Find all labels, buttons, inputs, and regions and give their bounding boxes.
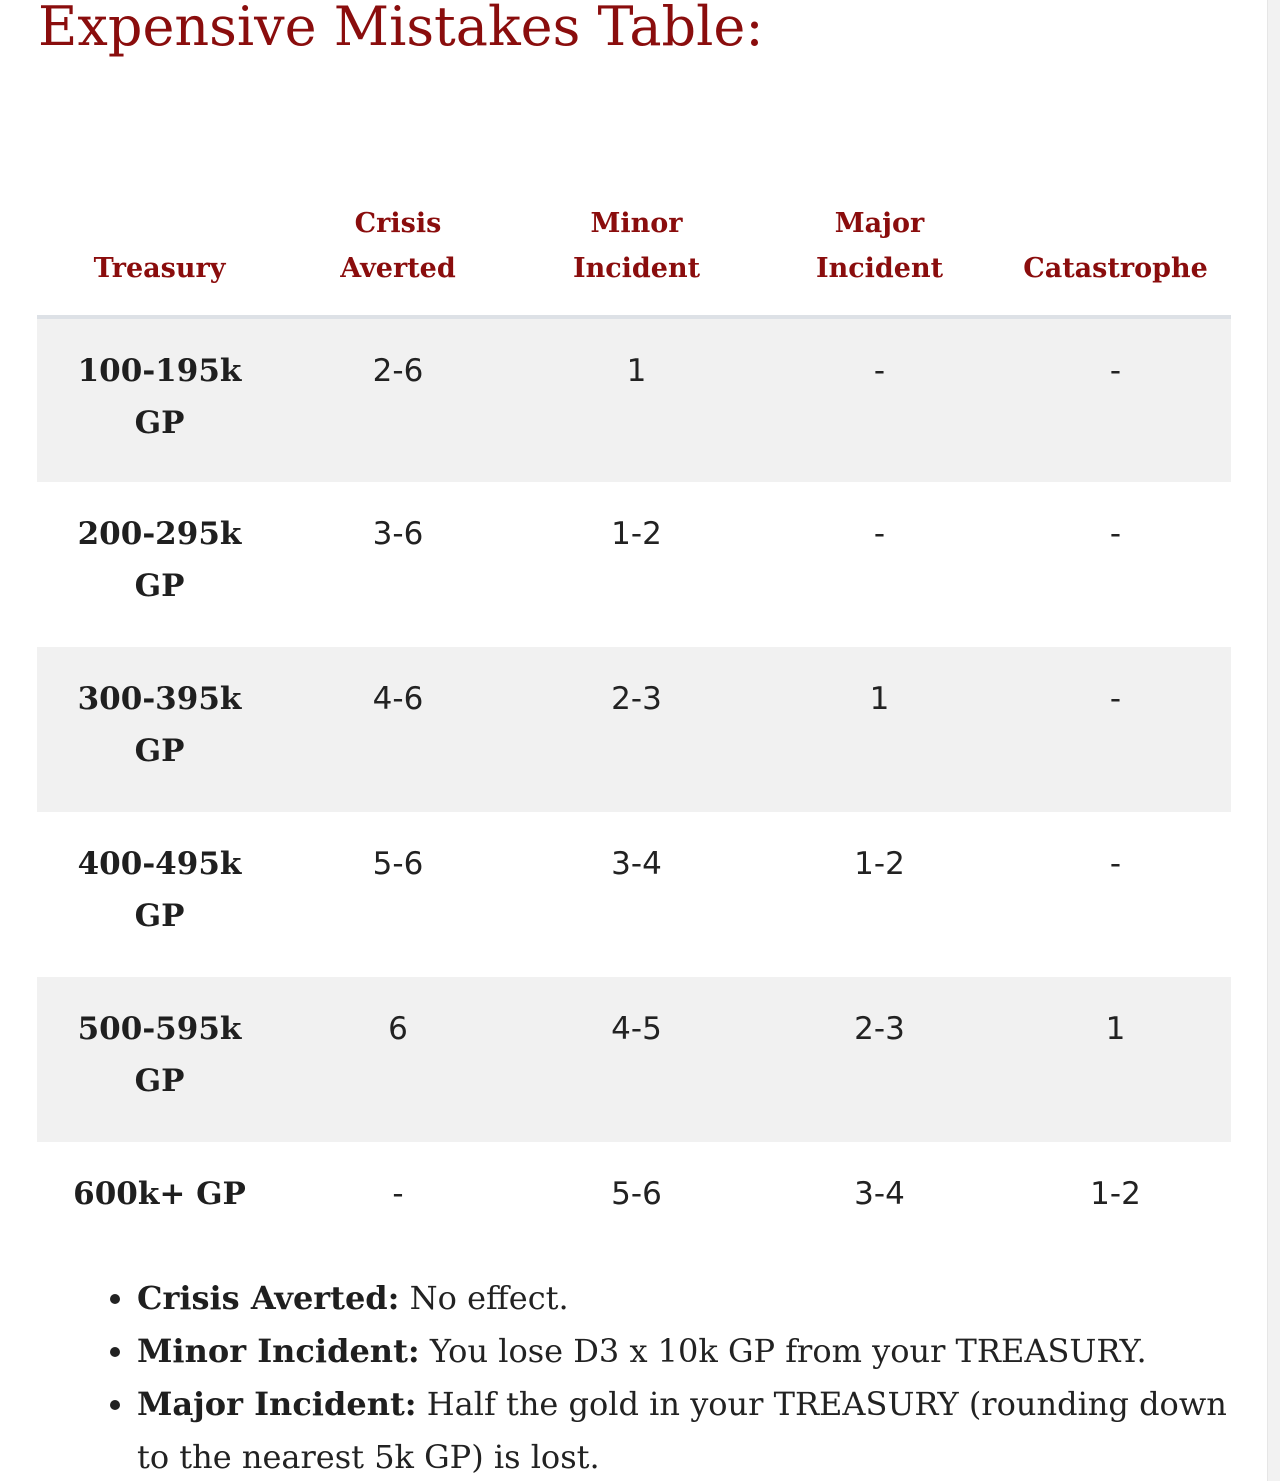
page-title: Expensive Mistakes Table: <box>38 0 764 58</box>
header-line: Treasury <box>93 253 226 284</box>
minor-incident-cell: 5-6 <box>611 1176 662 1212</box>
crisis-averted-cell: 6 <box>282 977 514 1142</box>
major-incident-cell: 2-3 <box>759 977 1000 1142</box>
treasury-line: 600k+ GP <box>73 1176 246 1212</box>
treasury-line: GP <box>134 733 185 769</box>
header-line: Incident <box>572 253 701 284</box>
treasury-line: GP <box>134 568 185 604</box>
major-incident-cell: 3-4 <box>854 1176 905 1212</box>
treasury-line: 200-295k <box>77 516 242 552</box>
table-row <box>37 812 1231 977</box>
treasury-line: 500-595k <box>77 1011 242 1047</box>
catastrophe-cell: - <box>1109 846 1122 882</box>
effect-term: Minor Incident: <box>137 1332 420 1370</box>
header-line: Minor <box>590 208 683 239</box>
effect-text: Half the gold in your TREASURY (rounding down to the nearest 5k GP) is lost. <box>137 1385 1227 1476</box>
header-minor-incident <box>514 165 759 317</box>
treasury-line: GP <box>134 405 185 441</box>
major-incident-cell: 1-2 <box>854 846 905 882</box>
header-line: Averted <box>340 253 456 284</box>
crisis-averted-cell: 2-6 <box>282 317 514 482</box>
table-row <box>37 647 1231 812</box>
treasury-cell <box>37 812 282 977</box>
effect-item <box>137 1378 1257 1484</box>
crisis-averted-cell: - <box>392 1176 404 1212</box>
major-incident-cell: - <box>873 516 886 552</box>
treasury-line: GP <box>134 1063 185 1099</box>
effect-item <box>137 1272 1257 1325</box>
catastrophe-cell: 1 <box>1000 977 1231 1142</box>
effect-text: No effect. <box>409 1279 569 1317</box>
effect-text: You lose D3 x 10k GP from your TREASURY. <box>429 1332 1147 1370</box>
treasury-line: 300-395k <box>77 681 242 717</box>
header-line: Incident <box>815 253 944 284</box>
crisis-averted-cell: 5-6 <box>372 846 424 882</box>
catastrophe-cell: - <box>1109 516 1122 552</box>
effect-term: Crisis Averted: <box>137 1279 400 1317</box>
minor-incident-cell: 3-4 <box>611 846 662 882</box>
catastrophe-cell: - <box>1000 647 1231 812</box>
header-treasury <box>37 165 282 317</box>
crisis-averted-cell: 4-6 <box>282 647 514 812</box>
expensive-mistakes-table <box>37 165 1231 1262</box>
effects-list <box>100 1272 1257 1484</box>
catastrophe-cell: - <box>1000 317 1231 482</box>
header-major-incident <box>759 165 1000 317</box>
treasury-line: 100-195k <box>77 353 242 389</box>
effect-item <box>137 1325 1257 1378</box>
treasury-cell <box>37 647 282 812</box>
header-crisis-averted <box>282 165 514 317</box>
major-incident-cell: - <box>759 317 1000 482</box>
catastrophe-cell: 1-2 <box>1090 1176 1141 1212</box>
header-line: Catastrophe <box>1023 253 1208 284</box>
treasury-cell <box>37 977 282 1142</box>
minor-incident-cell: 4-5 <box>514 977 759 1142</box>
table-row <box>37 317 1231 482</box>
crisis-averted-cell: 3-6 <box>372 516 424 552</box>
treasury-cell <box>37 482 282 647</box>
treasury-line: GP <box>134 898 185 934</box>
header-catastrophe <box>1000 165 1231 317</box>
header-line: Crisis <box>354 208 442 239</box>
effect-term: Major Incident: <box>137 1385 417 1423</box>
treasury-cell <box>37 317 282 482</box>
minor-incident-cell: 2-3 <box>514 647 759 812</box>
treasury-cell <box>37 1142 282 1262</box>
treasury-line: 400-495k <box>77 846 242 882</box>
page-edge-strip <box>1267 0 1280 1481</box>
minor-incident-cell: 1 <box>514 317 759 482</box>
table-row <box>37 977 1231 1142</box>
table-row <box>37 1142 1231 1262</box>
table-header-row <box>37 165 1231 317</box>
minor-incident-cell: 1-2 <box>611 516 662 552</box>
table-row <box>37 482 1231 647</box>
header-line: Major <box>834 208 925 239</box>
major-incident-cell: 1 <box>759 647 1000 812</box>
